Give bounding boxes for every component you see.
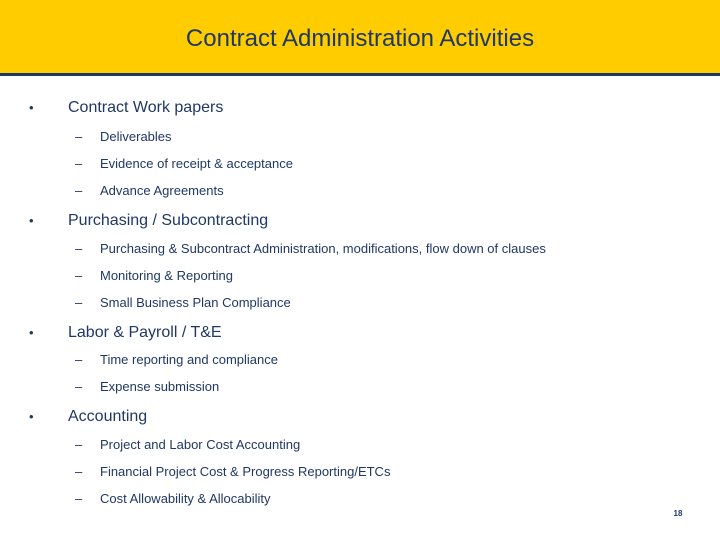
dash-icon: –	[75, 183, 83, 198]
dash-icon: –	[75, 491, 83, 506]
list-item	[0, 490, 700, 510]
bullet-icon: •	[29, 213, 34, 228]
list-item-text: Cost Allowability & Allocability	[100, 491, 271, 506]
list-item-text: Expense submission	[100, 379, 220, 394]
dash-icon: –	[75, 268, 83, 283]
section-heading: Purchasing / Subcontracting	[68, 212, 269, 229]
dash-icon: –	[75, 295, 83, 310]
section-heading: Contract Work papers	[68, 99, 224, 116]
list-item	[0, 182, 700, 202]
list-item-text: Project and Labor Cost Accounting	[100, 437, 301, 452]
bullet-icon: •	[29, 325, 34, 340]
list-item	[0, 128, 700, 148]
dash-icon: –	[75, 379, 83, 394]
bullet-icon: •	[29, 100, 34, 115]
section-accounting	[0, 406, 700, 430]
list-item-text: Financial Project Cost & Progress Reporting/ETCs	[100, 464, 391, 479]
section-heading: Accounting	[68, 408, 148, 425]
section-labor-payroll	[0, 322, 700, 346]
list-item-text: Advance Agreements	[100, 183, 224, 198]
section-contract-work-papers	[0, 97, 700, 121]
page-number: 18	[673, 509, 683, 518]
section-heading: Labor & Payroll / T&E	[68, 324, 222, 341]
list-item-text: Deliverables	[100, 129, 172, 144]
slide-title: Contract Administration Activities	[185, 25, 535, 52]
list-item	[0, 463, 700, 483]
list-item-text: Purchasing & Subcontract Administration, modifications, flow down of clauses	[100, 241, 546, 256]
bullet-icon: •	[29, 409, 34, 424]
dash-icon: –	[75, 241, 83, 256]
list-item-text: Time reporting and compliance	[100, 352, 278, 367]
list-item	[0, 267, 700, 287]
list-item	[0, 378, 700, 398]
list-item	[0, 436, 700, 456]
dash-icon: –	[75, 156, 83, 171]
dash-icon: –	[75, 464, 83, 479]
list-item	[0, 351, 700, 371]
section-purchasing-subcontracting	[0, 210, 700, 234]
list-item-text: Evidence of receipt & acceptance	[100, 156, 293, 171]
dash-icon: –	[75, 352, 83, 367]
dash-icon: –	[75, 129, 83, 144]
list-item	[0, 155, 700, 175]
list-item-text: Monitoring & Reporting	[100, 268, 233, 283]
list-item	[0, 294, 700, 314]
dash-icon: –	[75, 437, 83, 452]
list-item-text: Small Business Plan Compliance	[100, 295, 291, 310]
list-item	[0, 240, 700, 260]
